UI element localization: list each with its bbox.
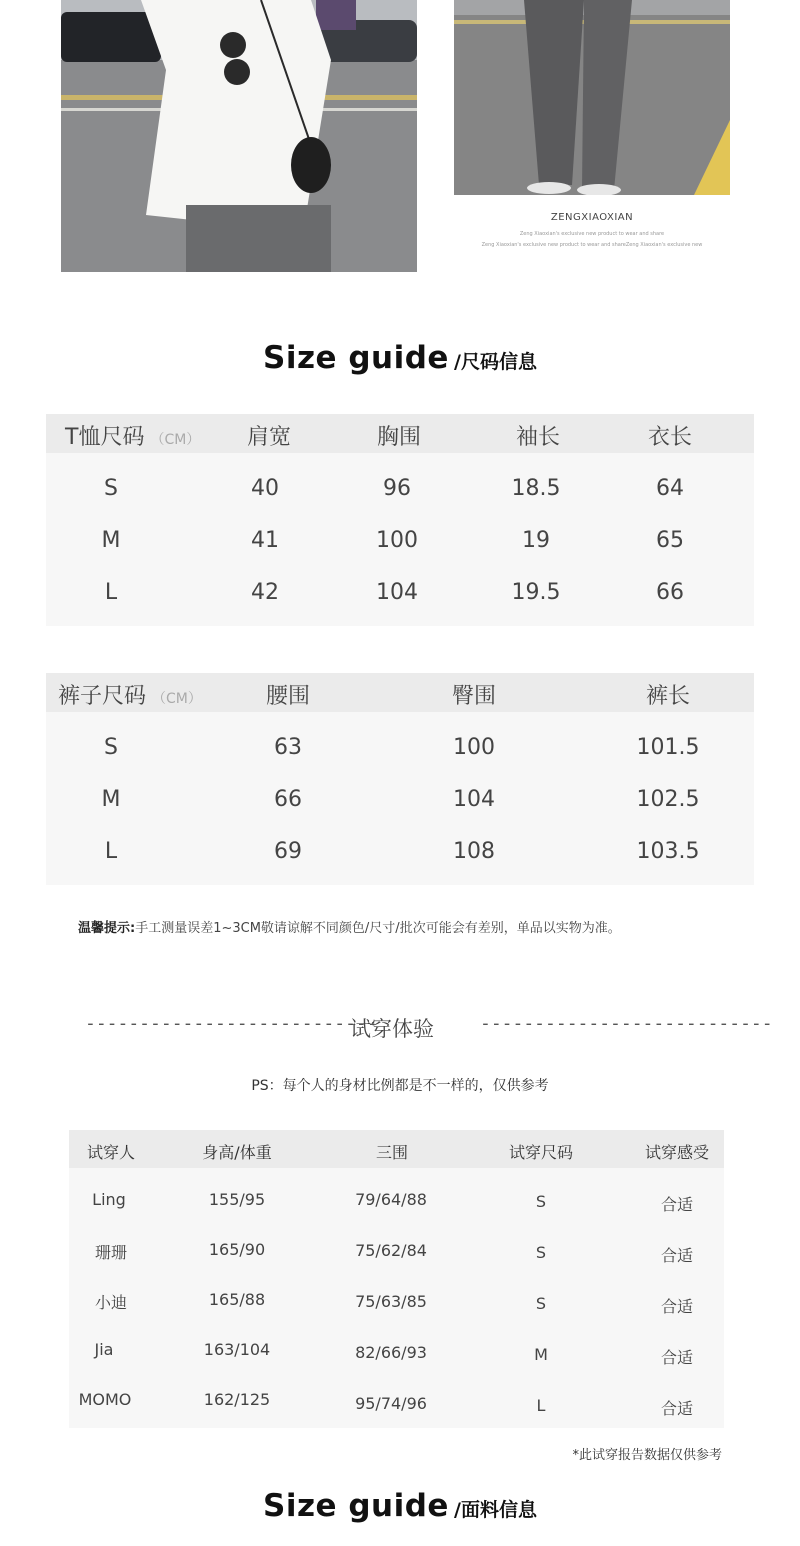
divider-right: --------------------------- bbox=[480, 1013, 773, 1034]
brand-tagline-repeat: Zeng Xiaoxian's exclusive new product to wear and shareZeng Xiaoxian's exclusive new bbox=[481, 242, 703, 248]
column-header: 肩宽 bbox=[246, 425, 292, 450]
table-cell: S bbox=[535, 1243, 547, 1262]
table-cell: 104 bbox=[453, 787, 495, 812]
size-guide-heading: Size guide bbox=[263, 340, 449, 376]
size-label: M bbox=[101, 787, 121, 812]
column-header: 腰围 bbox=[265, 684, 311, 709]
table-cell: 19.5 bbox=[511, 580, 561, 605]
table-cell: 96 bbox=[383, 476, 411, 501]
column-header: 臀围 bbox=[451, 684, 497, 709]
fabric-heading: Size guide bbox=[263, 1488, 449, 1524]
table-cell: S bbox=[535, 1294, 547, 1313]
pants-size-header bbox=[58, 679, 202, 710]
table-cell: 合适 bbox=[660, 1399, 694, 1418]
table-cell: S bbox=[535, 1192, 547, 1211]
size-label: L bbox=[104, 580, 118, 605]
table-cell: 合适 bbox=[660, 1195, 694, 1214]
size-label: S bbox=[104, 476, 118, 501]
table-cell: 79/64/88 bbox=[355, 1190, 427, 1209]
column-header: 袖长 bbox=[515, 425, 561, 450]
table-cell: 75/62/84 bbox=[355, 1241, 427, 1260]
table-cell: 69 bbox=[274, 839, 302, 864]
tshirt-size-table bbox=[46, 414, 754, 626]
tshirt-size-header bbox=[65, 420, 200, 451]
table-cell: L bbox=[536, 1396, 546, 1415]
table-cell: 103.5 bbox=[636, 839, 700, 864]
unit-label: （CM） bbox=[150, 432, 201, 448]
table-header-row bbox=[69, 1130, 724, 1168]
fabric-info-title bbox=[0, 1488, 800, 1524]
table-cell: 165/90 bbox=[208, 1240, 266, 1259]
tryon-ps-note: PS：每个人的身材比例都是不一样的，仅供参考 bbox=[251, 1078, 549, 1094]
model-photo-pants bbox=[454, 0, 730, 195]
tryon-table bbox=[69, 1130, 724, 1428]
model-photo-tshirt bbox=[61, 0, 417, 272]
brand-name: ZENGXIAOXIAN bbox=[550, 212, 634, 223]
table-cell: 163/104 bbox=[203, 1340, 271, 1359]
table-cell: 19 bbox=[522, 528, 550, 553]
table-header-row bbox=[46, 414, 754, 453]
column-header: 衣长 bbox=[647, 425, 693, 450]
table-cell: 100 bbox=[376, 528, 418, 553]
size-label: L bbox=[104, 839, 118, 864]
table-cell: MOMO bbox=[78, 1390, 132, 1409]
table-cell: 102.5 bbox=[636, 787, 700, 812]
table-cell: 42 bbox=[251, 580, 279, 605]
tryon-heading bbox=[0, 1013, 800, 1045]
divider-left: --------------------------- bbox=[85, 1013, 378, 1034]
table-cell: Ling bbox=[92, 1190, 126, 1209]
tip-label: 温馨提示: bbox=[78, 921, 136, 936]
size-guide-title bbox=[0, 340, 800, 376]
table-cell: 101.5 bbox=[636, 735, 700, 760]
table-cell: 100 bbox=[453, 735, 495, 760]
size-label: M bbox=[101, 528, 121, 553]
measurement-tip bbox=[78, 917, 621, 936]
table-cell: 108 bbox=[453, 839, 495, 864]
table-cell: 165/88 bbox=[208, 1290, 266, 1309]
size-guide-subheading: /尺码信息 bbox=[454, 351, 537, 373]
header-label: T恤尺码 bbox=[65, 425, 145, 450]
brand-tagline: Zeng Xiaoxian's exclusive new product to wear and share bbox=[519, 231, 665, 237]
table-cell: 40 bbox=[251, 476, 279, 501]
column-header: 试穿尺码 bbox=[508, 1143, 574, 1162]
column-header: 试穿感受 bbox=[644, 1143, 710, 1162]
column-header: 裤长 bbox=[645, 684, 691, 709]
column-header: 身高/体重 bbox=[202, 1143, 272, 1162]
table-cell: 63 bbox=[274, 735, 302, 760]
tryon-title: 试穿体验 bbox=[350, 1017, 434, 1041]
table-header-row bbox=[46, 673, 754, 712]
table-cell: 75/63/85 bbox=[355, 1292, 427, 1311]
table-cell: 162/125 bbox=[203, 1390, 271, 1409]
table-cell: 合适 bbox=[660, 1246, 694, 1265]
table-cell: 155/95 bbox=[208, 1190, 266, 1209]
table-cell: M bbox=[534, 1345, 548, 1364]
pants-size-table bbox=[46, 673, 754, 885]
column-header: 三围 bbox=[375, 1143, 409, 1162]
tip-text: 手工测量误差1~3CM敬请谅解不同颜色/尺寸/批次可能会有差别，单品以实物为准。 bbox=[135, 921, 621, 936]
table-cell: 66 bbox=[274, 787, 302, 812]
table-cell: 珊珊 bbox=[94, 1243, 128, 1262]
table-cell: 18.5 bbox=[511, 476, 561, 501]
unit-label: （CM） bbox=[152, 691, 202, 707]
table-cell: 合适 bbox=[660, 1348, 694, 1367]
size-label: S bbox=[104, 735, 118, 760]
table-cell: 104 bbox=[376, 580, 418, 605]
column-header: 胸围 bbox=[376, 425, 422, 450]
table-cell: 64 bbox=[656, 476, 684, 501]
table-cell: 66 bbox=[656, 580, 684, 605]
table-cell: 合适 bbox=[660, 1297, 694, 1316]
table-cell: 小迪 bbox=[94, 1293, 128, 1312]
table-cell: 95/74/96 bbox=[355, 1394, 427, 1413]
column-header: 试穿人 bbox=[86, 1143, 136, 1162]
header-label: 裤子尺码 bbox=[58, 684, 147, 709]
table-cell: 82/66/93 bbox=[355, 1343, 427, 1362]
tryon-report-note: *此试穿报告数据仅供参考 bbox=[572, 1448, 722, 1463]
fabric-subheading: /面料信息 bbox=[454, 1499, 537, 1521]
table-cell: Jia bbox=[94, 1340, 114, 1359]
table-cell: 41 bbox=[251, 528, 279, 553]
table-cell: 65 bbox=[656, 528, 684, 553]
